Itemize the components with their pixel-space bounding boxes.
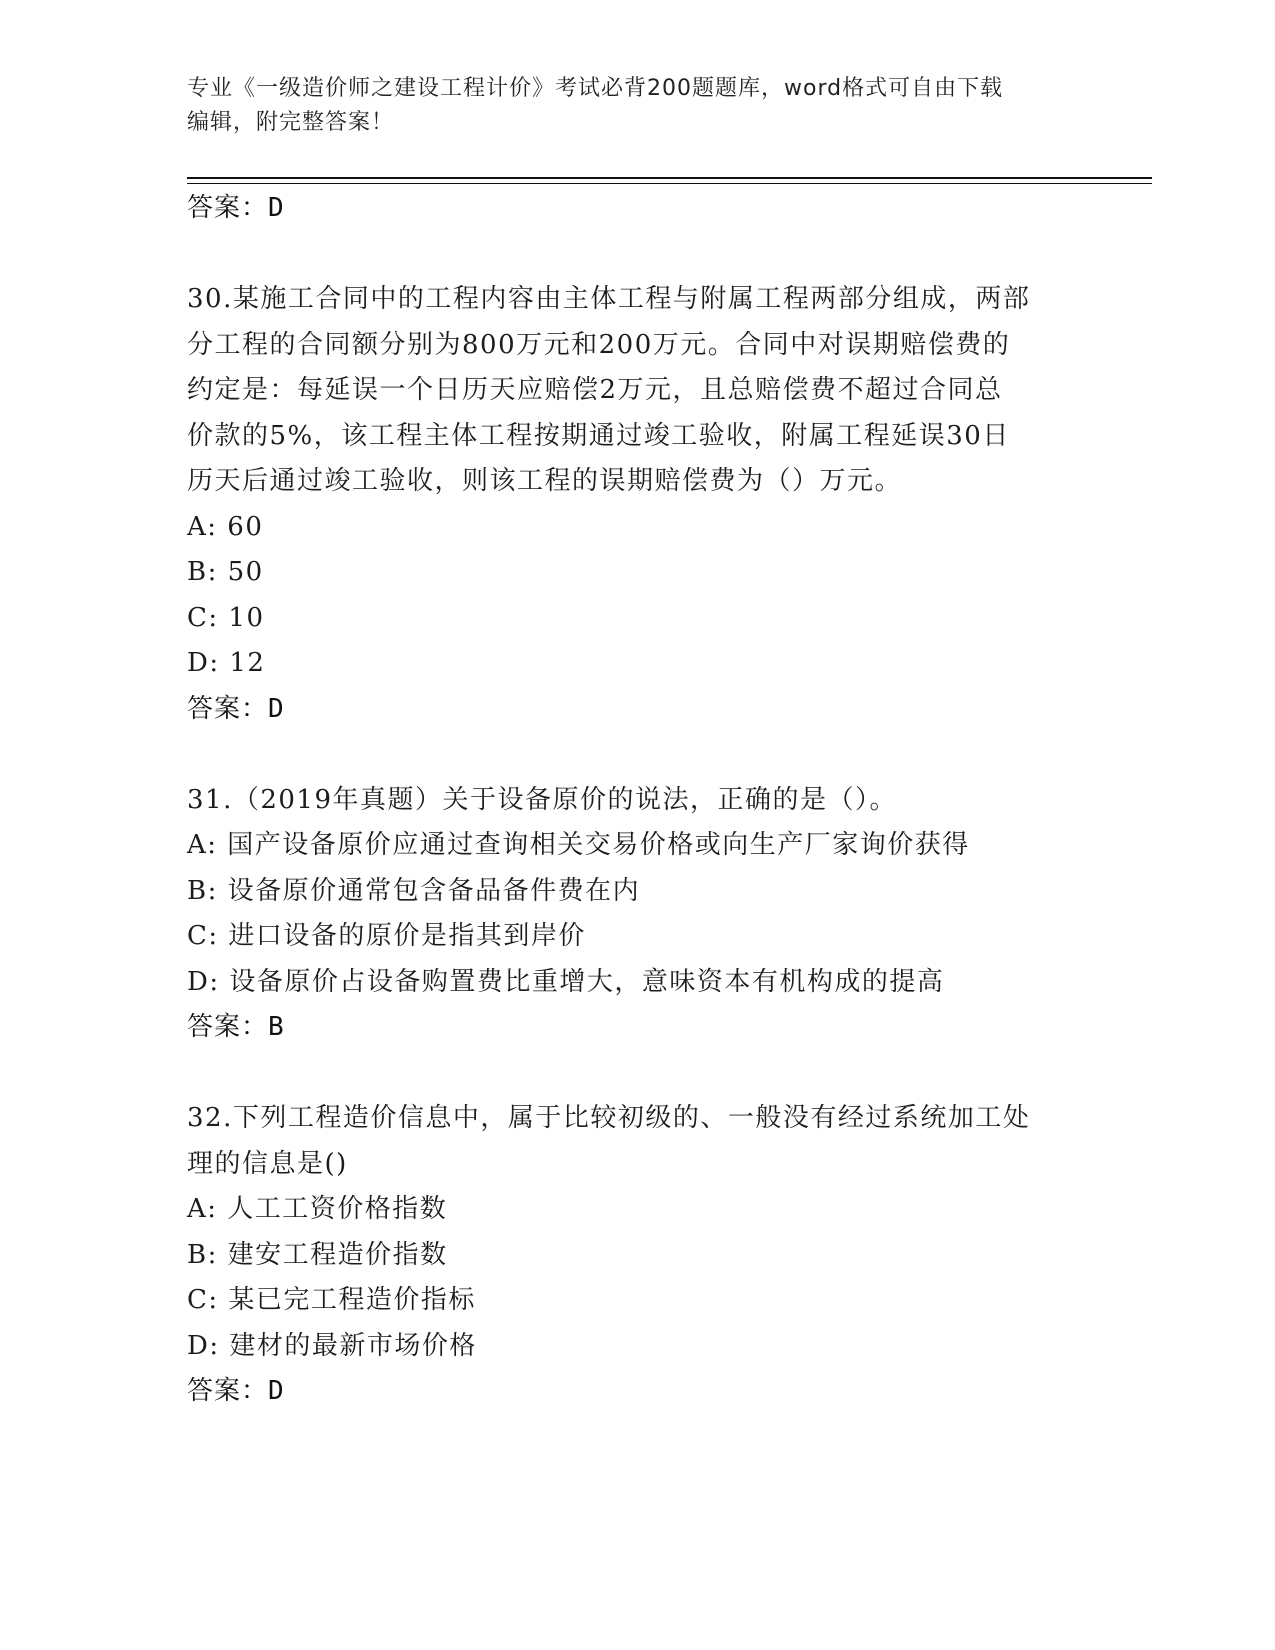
answer-label: 答案： <box>187 693 269 724</box>
option-b: B: 50 <box>187 557 264 587</box>
option-a: A: 人工工资价格指数 <box>187 1194 448 1224</box>
header-line-2: 编辑，附完整答案！ <box>187 110 395 135</box>
option-c: C: 某已完工程造价指标 <box>187 1285 476 1315</box>
question-32 <box>187 1096 1087 1415</box>
answer-label: 答案： <box>187 193 269 223</box>
answer-label: 答案： <box>187 1012 269 1042</box>
option-b: B: 设备原价通常包含备品备件费在内 <box>187 875 641 906</box>
option-a: A: 国产设备原价应通过查询相关交易价格或向生产厂家询价获得 <box>187 830 970 860</box>
spacer <box>187 232 1087 278</box>
header-line-1: 专业《一级造价师之建设工程计价》考试必背200题题库，word格式可自由下载 <box>187 76 1004 101</box>
question-31 <box>187 778 1087 1051</box>
question-stem-line: 31.（2019年真题）关于设备原价的说法，正确的是（）。 <box>187 784 898 815</box>
spacer <box>187 1051 1087 1097</box>
question-stem-line: 30.某施工合同中的工程内容由主体工程与附属工程两部分组成，两部 <box>187 284 1031 314</box>
option-d: D: 设备原价占设备购置费比重增大，意味资本有机构成的提高 <box>187 966 945 997</box>
spacer <box>187 732 1087 778</box>
answer-value: D <box>268 193 285 223</box>
option-d: D: 12 <box>187 648 266 678</box>
question-stem-line: 历天后通过竣工验收，则该工程的误期赔偿费为（）万元。 <box>187 466 903 496</box>
document-body <box>187 186 1087 1415</box>
option-c: C: 10 <box>187 602 265 633</box>
question-stem-line: 约定是：每延误一个日历天应赔偿2万元，且总赔偿费不超过合同总 <box>187 375 1003 405</box>
question-30 <box>187 277 1087 732</box>
question-answer <box>187 687 1087 733</box>
answer-label: 答案： <box>187 1376 269 1406</box>
answer-value: D <box>268 693 285 724</box>
prev-question-answer <box>187 186 1087 232</box>
option-c: C: 进口设备的原价是指其到岸价 <box>187 921 586 951</box>
page-header <box>187 72 1067 140</box>
answer-value: D <box>268 1376 285 1406</box>
option-a: A: 60 <box>187 511 264 542</box>
question-stem-line: 理的信息是() <box>187 1148 348 1179</box>
question-stem-line: 分工程的合同额分别为800万元和200万元。合同中对误期赔偿费的 <box>187 329 1011 360</box>
option-d: D: 建材的最新市场价格 <box>187 1330 477 1361</box>
question-stem-line: 价款的5%，该工程主体工程按期通过竣工验收，附属工程延误30日 <box>187 420 1010 451</box>
question-stem-line: 32.下列工程造价信息中，属于比较初级的、一般没有经过系统加工处 <box>187 1103 1031 1133</box>
answer-value: B <box>268 1012 285 1042</box>
question-answer <box>187 1005 1087 1051</box>
option-b: B: 建安工程造价指数 <box>187 1239 448 1270</box>
header-divider-thin <box>187 183 1152 184</box>
question-answer <box>187 1369 1087 1415</box>
header-divider-thick <box>187 177 1152 179</box>
